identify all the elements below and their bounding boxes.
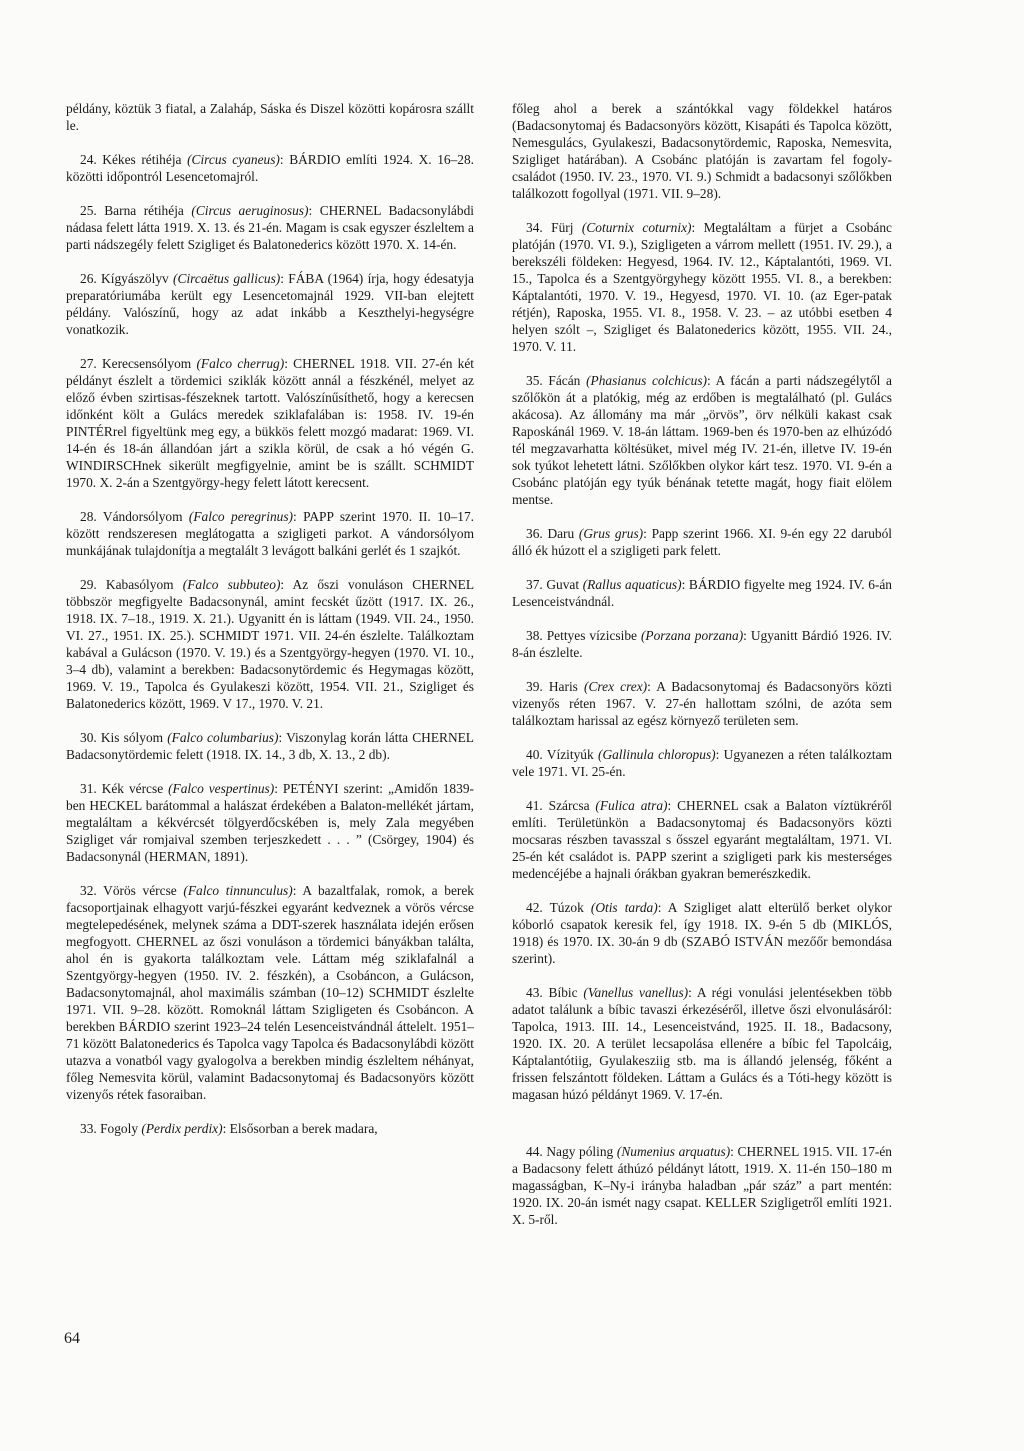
latin-name: (Otis tarda) xyxy=(590,900,658,915)
entry-lead: 38. Pettyes vízicsibe xyxy=(526,628,641,643)
entry-text: : Ugyanezen a réten találkoztam vele 1971. VI. 25-én. xyxy=(512,747,892,779)
latin-name: (Rallus aquaticus) xyxy=(582,577,682,592)
species-entry xyxy=(66,1120,474,1137)
species-entry xyxy=(512,1143,892,1228)
entry-text: : Elsősorban a berek madara, xyxy=(222,1121,378,1136)
latin-name: (Falco subbuteo) xyxy=(182,577,281,592)
latin-name: (Falco cherrug) xyxy=(196,356,285,371)
entry-text: : A bazaltfalak, romok, a berek facsoportjainak elhagyott varjú-fészkei egyaránt kedveznek a vörös vércse megtelepedésének, melynek száma a DDT-szerek használata idején erősen megfogyott. CHERNEL az őszi vonuláson a tördemici bányákban találta, ahol én is gyakorta találkoztam vele. Láttam még sziklafalnál a Szentgyörgy-hegyen (1950. IV. 2. fészkén), a Csobáncon, a Gulácson, Badacsonytomajnál, ahol maximális számban (10–12) SCHMIDT észlelte 1971. VII. 9–28. között. Romoknál láttam Szigligeten és Csobáncon. A berekben BÁRDIO szerint 1923–24 telén Lesenceistvándnál áttelelt. 1951–71 között Balatonederics és Tapolca vagy Tapolca és Badacsonylábdi között utazva a vonatból vagy gyalogolva a berekben mindig észleltem néhányat, főleg Nemesvita körül, valamint Badacsonytomaj és Badacsonyörs között vizenyős rétek fasoraiban. xyxy=(66,883,474,1102)
latin-name: (Vanellus vanellus) xyxy=(583,985,689,1000)
species-entry xyxy=(66,355,474,491)
entry-text: : Papp szerint 1966. XI. 9-én egy 22 daruból álló ék húzott el a szigligeti park felett. xyxy=(512,526,893,558)
latin-name: (Falco vespertinus) xyxy=(168,781,275,796)
latin-name: (Circaëtus gallicus) xyxy=(173,271,281,286)
species-entry xyxy=(66,151,474,185)
entry-text: : Megtaláltam a fürjet a Csobánc platóján (1970. VI. 9.), Szigligeten a várrom mellett (1951. IV. 29.), a berekszéli földeken: Hegyesd, 1964. IV. 12., Káptalantóti, 1969. VI. 15., Tapolca és a Szentgyörgyhegy között 1955. VI. 8., a berekben: Káptalantóti, 1970. V. 19., Hegyesd, 1970. VI. 10. (az Eger-patak rétjén), Raposka, 1955. VI. 8., 1958. V. 23. – az utóbbi esetben 4 helyen szólt –, Szigliget és Balatonederics között, 1955. VII. 24., 1970. V. 11. xyxy=(512,220,892,354)
left-column xyxy=(66,100,474,1154)
latin-name: (Phasianus colchicus) xyxy=(586,373,708,388)
latin-name: (Circus aeruginosus) xyxy=(191,203,309,218)
latin-name: (Fulica atra) xyxy=(595,798,668,813)
entry-lead: 36. Daru xyxy=(526,526,579,541)
entry-lead: 41. Szárcsa xyxy=(526,798,596,813)
latin-name: (Falco tinnunculus) xyxy=(183,883,293,898)
entry-text: : A Badacsonytomaj és Badacsonyörs közti vizenyős réten 1967. V. 27-én hallottam szólni, de azóta sem találkoztam harissal az egész környező területen sem. xyxy=(512,679,892,728)
latin-name: (Numenius arquatus) xyxy=(616,1144,731,1159)
latin-name: (Perdix perdix) xyxy=(141,1121,223,1136)
entry-text: : FÁBA (1964) írja, hogy édesatyja preparatóriumába került egy Lesencetomajnál 1929. VII-ban elejtett példány. Valószínű, hogy az adat inkább a Keszthelyi-hegységre vonatkozik. xyxy=(66,271,474,337)
latin-name: (Coturnix coturnix) xyxy=(581,220,692,235)
entry-lead: 40. Vízityúk xyxy=(526,747,598,762)
entry-lead: 43. Bíbic xyxy=(526,985,584,1000)
entry-text: példány, köztük 3 fiatal, a Zalaháp, Sáska és Diszel közötti kopárosra szállt le. xyxy=(66,101,474,133)
entry-lead: 30. Kis sólyom xyxy=(80,730,168,745)
latin-name: (Grus grus) xyxy=(578,526,644,541)
species-entry xyxy=(512,100,892,202)
entry-text: : CHERNEL 1918. VII. 27-én két példányt észlelt a tördemici sziklák között annál a fészkénél, melyet az előző évben szirtisas-fészeknek tartott. Valószínűsíthető, hogy a kerecsen időnként költ a Gulács meredek sziklafalában is: 1958. IV. 19-én PINTÉRrel figyeltünk meg egy, a bükkös felett mozgó madarat: 1969. VI. 14-én és 18-án állandóan járt a szikla körül, de csak a hó végén G. WINDIRSCHnek sikerült megfigyelnie, amint be is szállt. SCHMIDT 1970. X. 2-án a Szentgyörgy-hegy felett látott kerecsent. xyxy=(66,356,474,490)
entry-lead: 31. Kék vércse xyxy=(80,781,169,796)
entry-text: : CHERNEL Badacsonylábdi nádasa felett látta 1919. X. 13. és 21-én. Magam is csak egyszer észleltem a parti nádszegély felett Szigliget és Balatonederics között 1970. X. 14-én. xyxy=(66,203,474,252)
page-number: 64 xyxy=(64,1330,80,1347)
entry-text: : A Szigliget alatt elterülő berket olykor kóborló csapatok keresik fel, így 1918. IX. 9-én 5 db (MIKLÓS, 1918) és 1970. IX. 30-án 9 db (SZABÓ ISTVÁN mezőőr bemondása szerint). xyxy=(512,900,893,966)
entry-text: : BÁRDIO említi 1924. X. 16–28. közötti időpontról Lesencetomajról. xyxy=(66,152,475,184)
species-entry xyxy=(66,882,474,1103)
entry-lead: 27. Kerecsensólyom xyxy=(80,356,197,371)
latin-name: (Crex crex) xyxy=(584,679,648,694)
species-entry xyxy=(512,576,892,610)
species-entry xyxy=(66,780,474,865)
entry-lead: 42. Túzok xyxy=(526,900,591,915)
entry-text: : CHERNEL csak a Balaton víztükréről említi. Területünkön a Badacsonytomaj és Badacsonyörs közti mocsaras részben tavasszal s ősszel egyaránt megtaláltam, 1971. VI. 25-én két családot is. PAPP szerint a szigligeti park kis mesterséges medencéjébe a hajnali órákban gyakran bemerészkedik. xyxy=(512,798,892,881)
entry-text: főleg ahol a berek a szántókkal vagy földekkel határos (Badacsonytomaj és Badacsonyörs között, Kisapáti és Tapolca között, Nemesgulács, Gyulakeszi, Badacsonytördemic, Raposka, Nemesvita, Szigliget határában). A Csobánc platóján is zavartam fel fogoly-családot (1950. IV. 23., 1970. VI. 9.) Schmidt a badacsonyi szőlőkben találkozott fogollyal (1971. VII. 9–28). xyxy=(512,101,892,201)
entry-text: : Az őszi vonuláson CHERNEL többször megfigyelte Badacsonynál, amint fecskét űzött (1917. IX. 26., 1918. IX. 7–18., 1919. X. 21.). Ugyanitt én is láttam (1949. VII. 24., 1950. VI. 27., 1951. IX. 25.). SCHMIDT 1971. VII. 24-én észlelte. Találkoztam kabával a Gulácson (1970. V. 19.) és a Szentgyörgy-hegyen (1970. VI. 10., 3–4 db), valamint a berekben: Badacsonytördemic és Hegymagas között, 1969. V. 19., Tapolca és Gyulakeszi között, 1954. VII. 21., Szigliget és Balatonederics között, 1969. V 17., 1970. V. 21. xyxy=(66,577,474,711)
species-entry xyxy=(66,508,474,559)
species-entry xyxy=(512,984,892,1103)
entry-lead: 28. Vándorsólyom xyxy=(80,509,189,524)
entry-text: : Viszonylag korán látta CHERNEL Badacsonytördemic felett (1918. IX. 14., 3 db, X. 13., 2 db). xyxy=(66,730,474,762)
entry-lead: 44. Nagy póling xyxy=(526,1144,617,1159)
entry-text: : Ugyanitt Bárdió 1926. IV. 8-án észlelte. xyxy=(512,628,892,660)
entry-text: : BÁRDIO figyelte meg 1924. IV. 6-án Lesenceistvándnál. xyxy=(512,577,892,609)
species-entry xyxy=(66,270,474,338)
entry-lead: 37. Guvat xyxy=(526,577,583,592)
latin-name: (Falco peregrinus) xyxy=(188,509,294,524)
latin-name: (Gallinula chloropus) xyxy=(597,747,716,762)
latin-name: (Falco columbarius) xyxy=(167,730,279,745)
species-entry xyxy=(512,525,892,559)
species-entry xyxy=(512,627,892,661)
species-entry xyxy=(512,797,892,882)
entry-lead: 24. Kékes rétihéja xyxy=(80,152,188,167)
entry-text: : PAPP szerint 1970. II. 10–17. között rendszeresen meglátogatta a szigligeti parkot. A vándorsólyom munkájának tulajdonítja a megtalált 3 levágott balkáni gerlét és 1 szajkót. xyxy=(66,509,474,558)
entry-lead: 29. Kabasólyom xyxy=(80,577,183,592)
entry-lead: 35. Fácán xyxy=(526,373,587,388)
latin-name: (Circus cyaneus) xyxy=(187,152,280,167)
entry-text: : CHERNEL 1915. VII. 17-én a Badacsony felett áthúzó példányt látott, 1919. X. 11-én 150–180 m magasságban, K–Ny-i irányba haladban „pár száz” a part mentén: 1920. IX. 20-án ismét nagy csapat. KELLER Szigligetről említi 1921. X. 5-ről. xyxy=(512,1144,893,1227)
species-entry xyxy=(66,100,474,134)
entry-text: : PETÉNYI szerint: „Amidőn 1839-ben HECKEL barátommal a halászat érdekében a Balaton-mellékét jártam, megtaláltam a kékvércsét tölgyerdőcskében is, mely Zala megyében Szigliget vár romjaival szemben terjeszkedett . . . ” (Csörgey, 1904) és Badacsonynál (HERMAN, 1891). xyxy=(66,781,474,864)
entry-lead: 34. Fürj xyxy=(526,220,582,235)
entry-lead: 25. Barna rétihéja xyxy=(80,203,192,218)
species-entry xyxy=(512,678,892,729)
entry-lead: 32. Vörös vércse xyxy=(80,883,184,898)
entry-lead: 26. Kígyászölyv xyxy=(80,271,174,286)
right-column xyxy=(512,100,892,1245)
entry-lead: 39. Haris xyxy=(526,679,585,694)
latin-name: (Porzana porzana) xyxy=(640,628,744,643)
entry-lead: 33. Fogoly xyxy=(80,1121,142,1136)
species-entry xyxy=(66,202,474,253)
species-entry xyxy=(66,576,474,712)
entry-text: : A régi vonulási jelentésekben több adatot találunk a bíbic tavaszi érkezéséről, illetve őszi elvonulásáról: Tapolca, 1913. III. 14., Lesenceistvánd, 1925. II. 18., Badacsony, 1920. IX. 20. A terület lecsapolása ellenére a bíbic fel Tapolcáig, Káptalantótiig, Gyulakesziig stb. ma is állandó jelenség, főként a frissen felszántott földeken. Láttam a Gulács és a Tóti-hegy között is magasan húzó példányt 1969. V. 17-én. xyxy=(512,985,892,1102)
entry-text: : A fácán a parti nádszegélytől a szőlőkön át a platókig, még az erdőben is megtalálható (pl. Gulács akácosa). Az állomány ma már „örvös”, örv nélküli kakast csak Raposkánál 1969. V. 18-án láttam. 1969-ben és 1970-ben az elhúzódó tél megzavarhatta költésüket, mivel még IV. 21-én, illetve IV. 19-én sok tyúkot lehetett látni. Szőlőkben olykor kárt tesz. 1970. VI. 9-én a Csobánc platóján egy tyúk bénának tetette magát, hogy fiait elölem mentse. xyxy=(512,373,892,507)
species-entry xyxy=(512,899,892,967)
species-entry xyxy=(512,746,892,780)
species-entry xyxy=(66,729,474,763)
species-entry xyxy=(512,372,892,508)
species-entry xyxy=(512,219,892,355)
